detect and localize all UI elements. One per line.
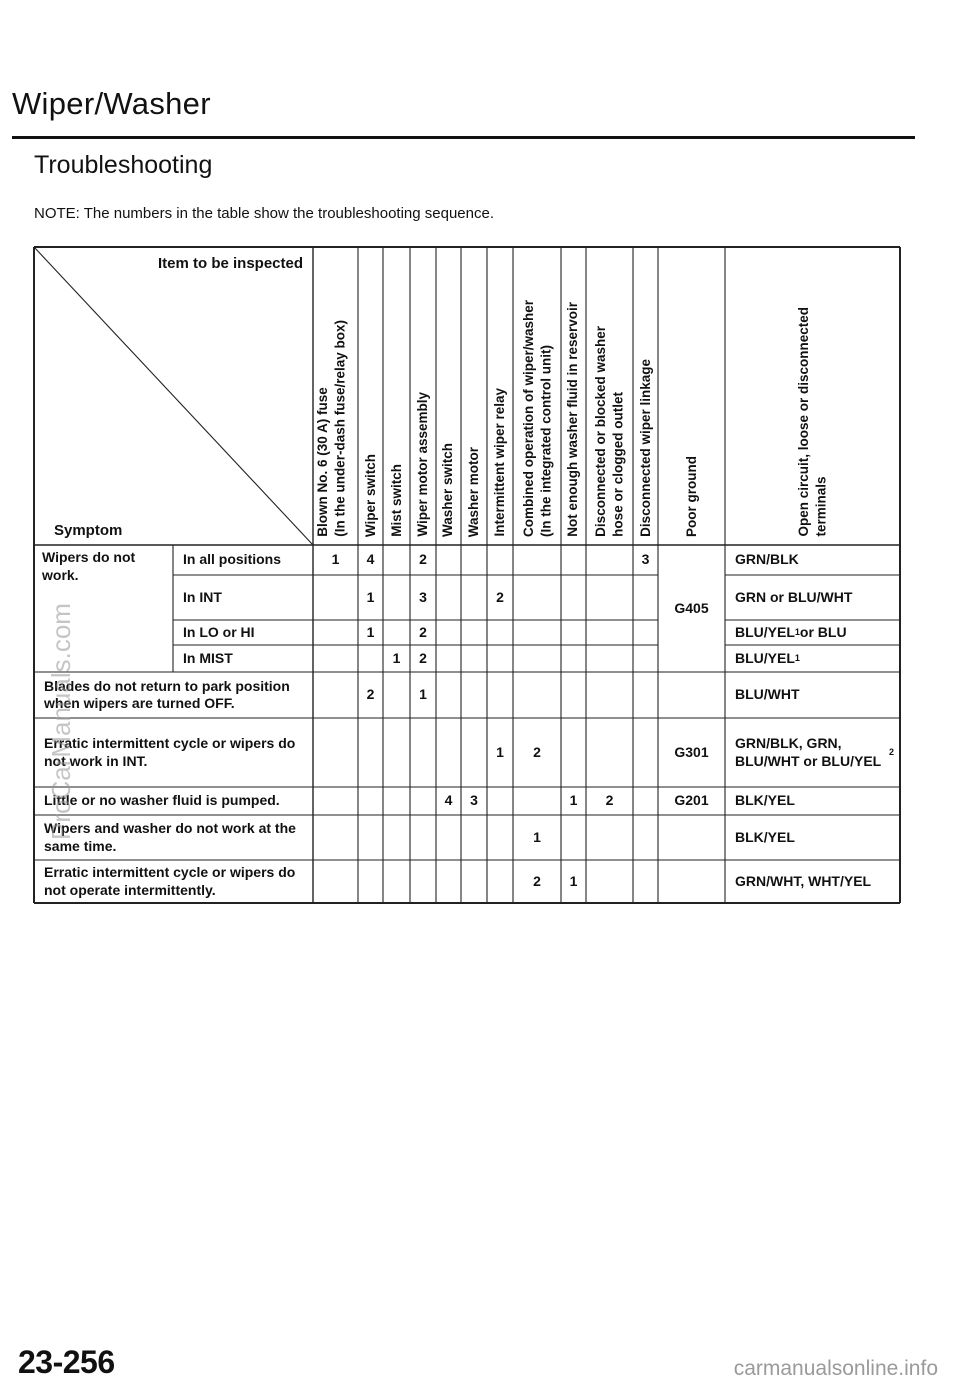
sequence-cell: 1: [331, 551, 340, 568]
page-number: 23-256: [18, 1344, 115, 1380]
sequence-cell: 3: [641, 551, 650, 568]
terminals-cell: BLU/YEL 1 or BLU: [735, 623, 847, 640]
column-header: Open circuit, loose or disconnected terminals: [795, 307, 829, 537]
column-header: Disconnected wiper linkage: [638, 359, 653, 537]
terminals-cell: BLK/YEL: [735, 828, 795, 845]
sequence-cell: 1: [366, 588, 375, 605]
column-header: Disconnected or blocked washer hose or clogged outlet: [592, 326, 626, 537]
terminals-cell: BLK/YEL: [735, 792, 795, 809]
sequence-cell: 2: [605, 792, 614, 809]
sequence-cell: 1: [496, 743, 504, 760]
sequence-cell: 4: [444, 792, 453, 809]
column-header: Not enough washer fluid in reservoir: [565, 302, 580, 537]
sequence-cell: 1: [569, 792, 578, 809]
symptom-cell: In LO or HI: [183, 623, 255, 640]
sequence-cell: 3: [470, 792, 478, 809]
terminals-cell: GRN or BLU/WHT: [735, 588, 853, 605]
watermark: ProCarManuals.com: [46, 603, 76, 840]
sequence-cell: 1: [366, 623, 375, 640]
sequence-cell: 2: [496, 588, 504, 605]
symptom-cell: Erratic intermittent cycle or wipers do not work in INT.: [44, 735, 296, 769]
symptom-cell: In MIST: [183, 649, 233, 666]
symptom-cell: Erratic intermittent cycle or wipers do not operate intermittently.: [44, 864, 296, 898]
symptom-cell: In all positions: [183, 551, 282, 568]
column-header: Blown No. 6 (30 A) fuse (In the under-dash fuse/relay box): [314, 320, 348, 537]
sequence-cell: 1: [419, 686, 427, 703]
ground-cell: G201: [674, 792, 709, 809]
terminals-cell: BLU/YEL 1: [735, 649, 800, 666]
ground-cell: G301: [674, 743, 709, 760]
sequence-cell: 4: [366, 551, 375, 568]
sequence-cell: 3: [419, 588, 427, 605]
sequence-cell: 2: [419, 623, 427, 640]
column-header: Poor ground: [684, 456, 699, 537]
sequence-cell: 2: [533, 872, 541, 889]
terminals-cell: GRN/BLK: [735, 551, 799, 568]
ground-cell-merged: G405: [674, 599, 709, 616]
column-header: Wiper motor assembly: [415, 392, 430, 537]
section-title: Troubleshooting: [34, 151, 213, 179]
symptom-cell: Wipers and washer do not work at the same time.: [44, 820, 296, 854]
sequence-cell: 1: [392, 649, 401, 666]
footer-site: carmanualsonline.info: [733, 1357, 938, 1380]
sequence-cell: 1: [569, 872, 578, 889]
sequence-cell: 2: [419, 551, 427, 568]
sequence-cell: 2: [419, 649, 427, 666]
sequence-cell: 2: [366, 686, 375, 703]
terminals-cell: BLU/WHT: [735, 686, 800, 703]
corner-diagonal: [34, 247, 313, 545]
symptom-group-label: Wipers do not work.: [42, 549, 136, 583]
sequence-cell: 2: [533, 743, 541, 760]
column-header: Washer switch: [440, 443, 455, 538]
column-header: Combined operation of wiper/washer (In the integrated control unit): [520, 300, 554, 538]
symptom-cell: Little or no washer fluid is pumped.: [44, 792, 280, 809]
symptom-cell: Blades do not return to park position when wipers are turned OFF.: [44, 677, 290, 711]
column-header: Mist switch: [389, 464, 404, 537]
sequence-cell: 1: [533, 828, 541, 845]
column-header: Washer motor: [466, 447, 481, 538]
terminals-cell: GRN/BLK, GRN, BLU/WHT or BLU/YEL 2: [735, 735, 894, 769]
symptom-cell: In INT: [183, 588, 222, 605]
page-title: Wiper/Washer: [12, 86, 211, 121]
symptom-label: Symptom: [54, 522, 123, 539]
terminals-cell: GRN/WHT, WHT/YEL: [735, 872, 872, 889]
column-header: Intermittent wiper relay: [492, 388, 507, 537]
note-text: NOTE: The numbers in the table show the troubleshooting sequence.: [34, 205, 494, 222]
item-to-be-inspected-label: Item to be inspected: [158, 255, 304, 272]
column-header: Wiper switch: [363, 454, 378, 538]
